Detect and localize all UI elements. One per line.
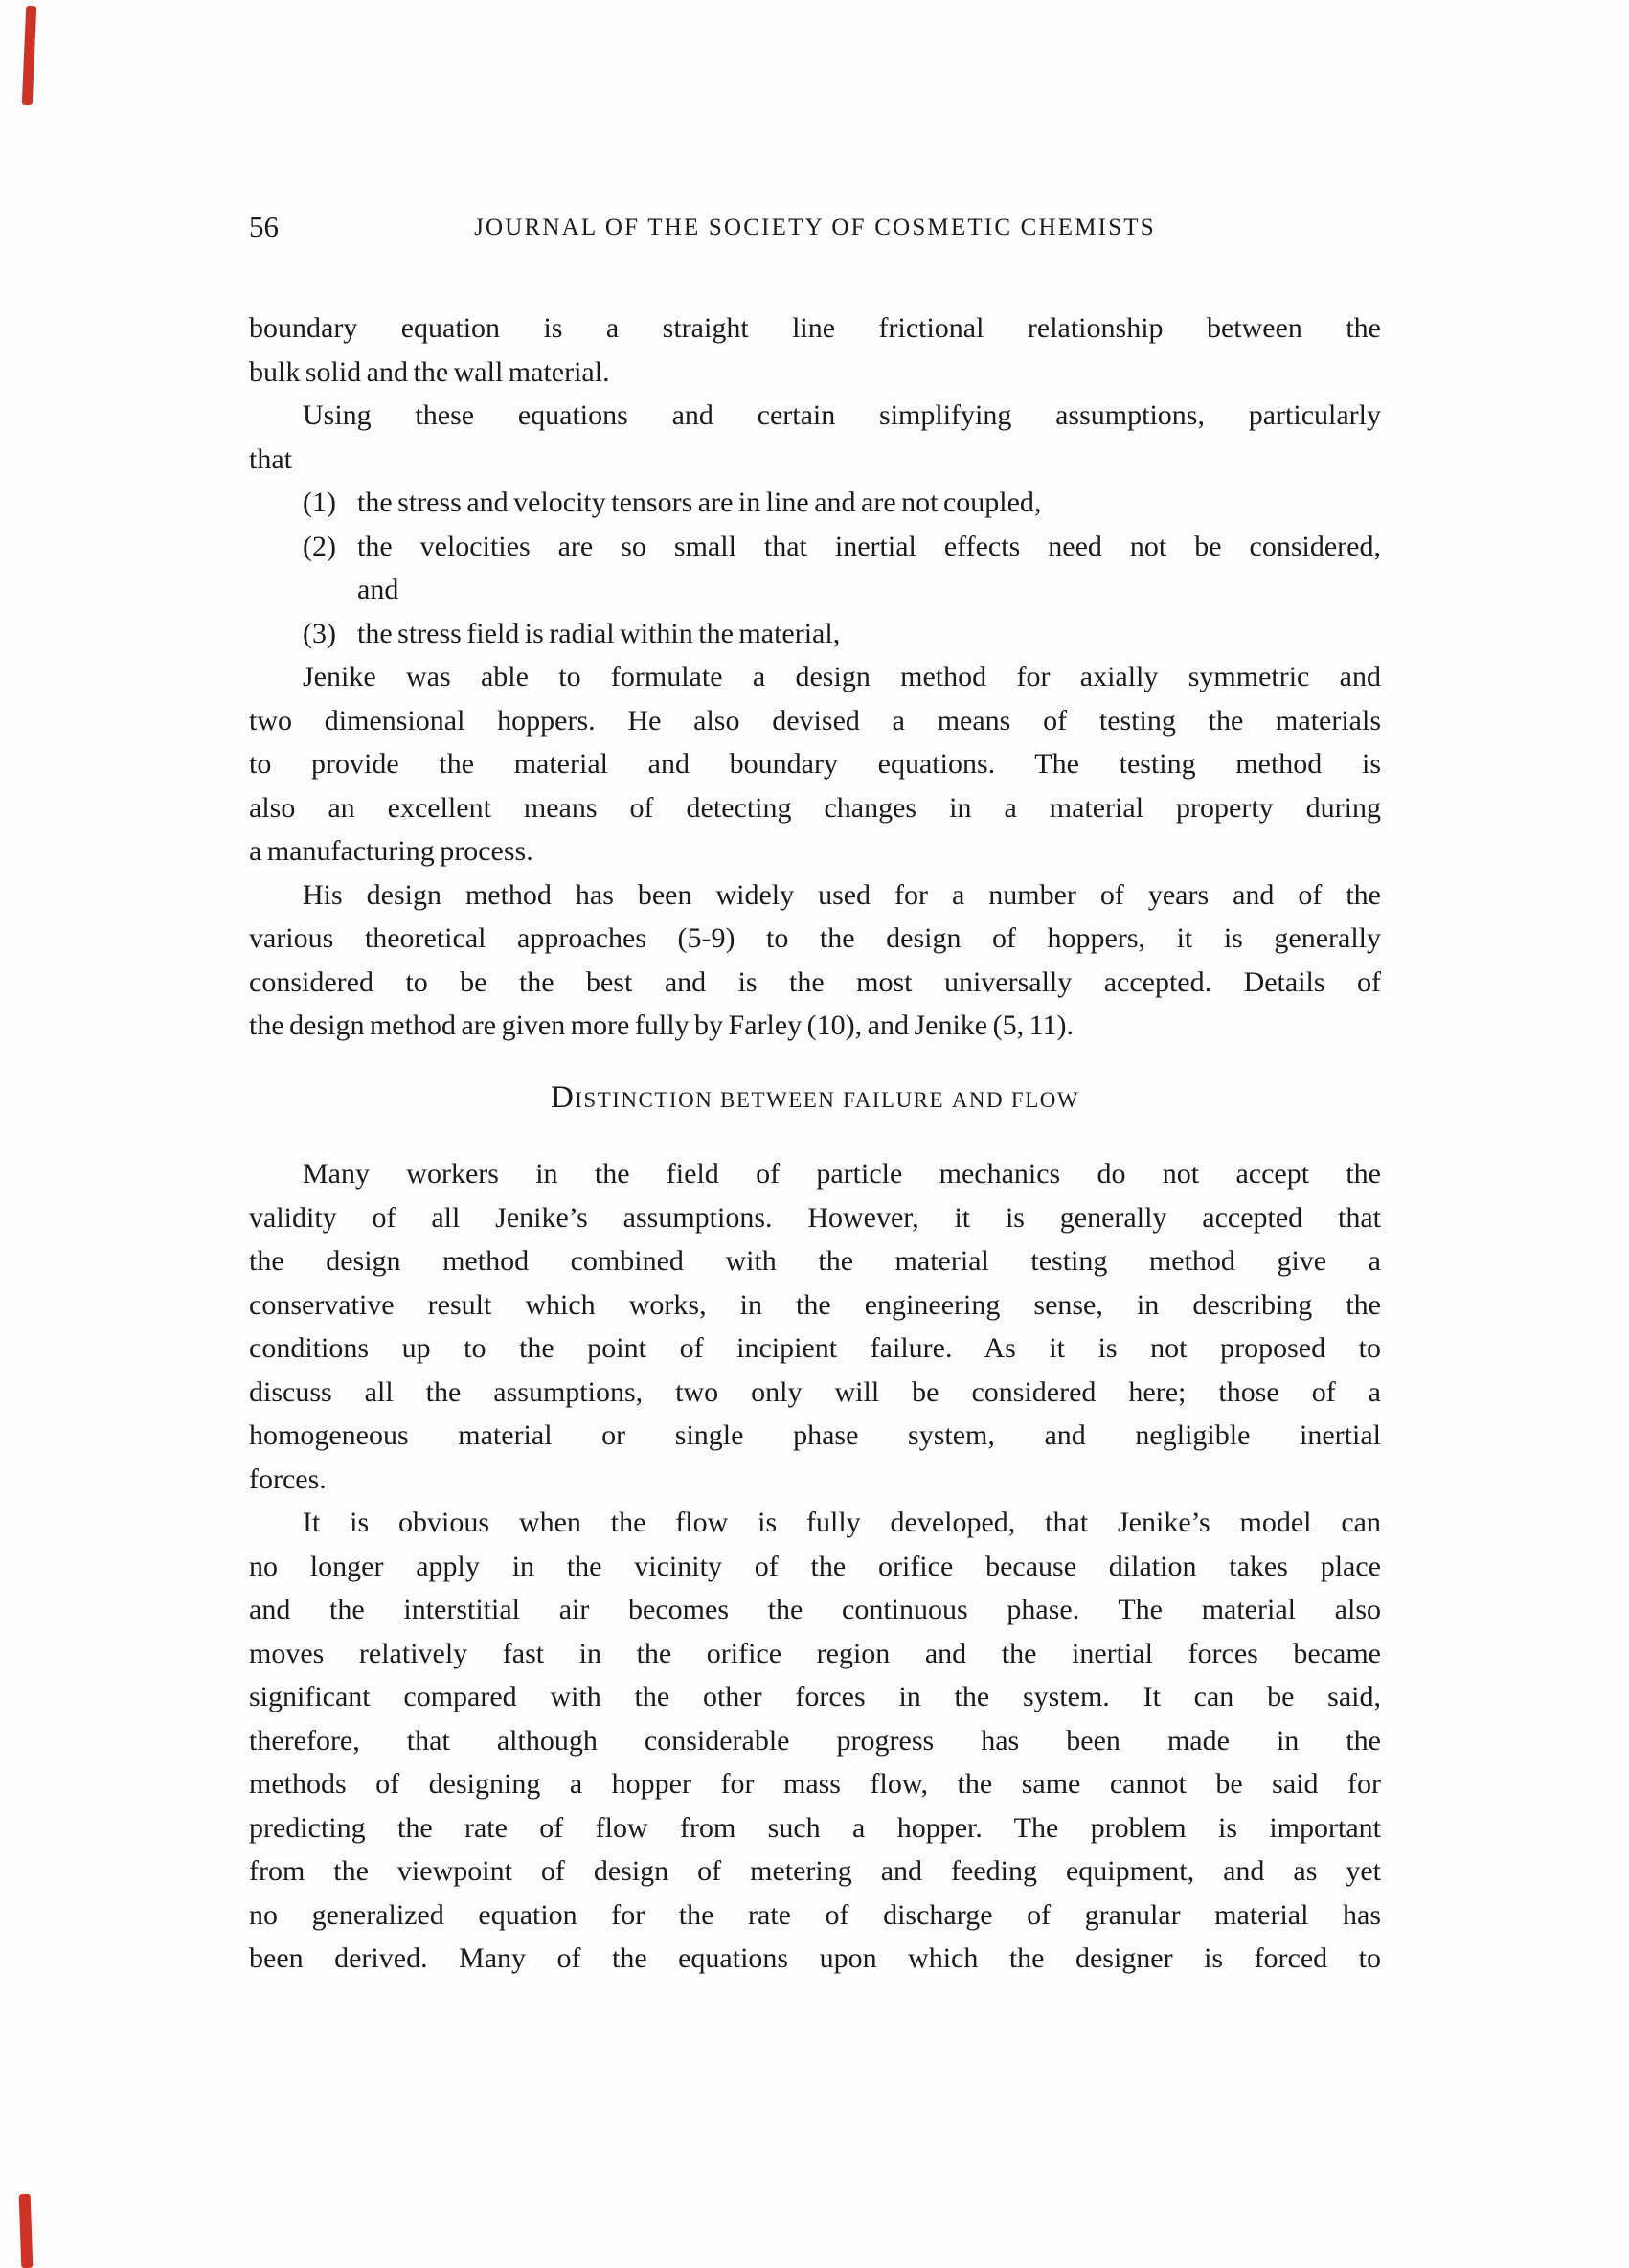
text-line: validity of all Jenike’s assumptions. However, it is generally accepted that [249,1201,1381,1234]
paragraph [249,1501,1381,1981]
text-line: predicting the rate of flow from such a hopper. The problem is important [249,1811,1381,1844]
section-heading: Distinction between failure and flow [550,1079,1080,1115]
red-scan-mark-top [22,6,37,105]
list-item [249,525,1381,612]
journal-title: JOURNAL OF THE SOCIETY OF COSMETIC CHEMISTS [474,215,1156,240]
text-line: various theoretical approaches (5-9) to the design of hoppers, it is generally [249,922,1381,954]
text-line [249,612,1381,656]
paragraph [249,655,1381,873]
text-line: homogeneous material or single phase system, and negligible inertial [249,1419,1381,1451]
text-line: two dimensional hoppers. He also devised a means of testing the materials [249,704,1381,737]
text-line: significant compared with the other forces in the system. It can be said, [249,1681,1381,1712]
text-line: It is obvious when the flow is fully developed, that Jenike’s model can [303,1507,1381,1538]
list-text: the stress and velocity tensors are in line and are not coupled, [357,487,1042,518]
text-line: methods of designing a hopper for mass flow, the same cannot be said for [249,1768,1381,1800]
list-text: the stress field is radial within the material, [357,617,841,649]
text-line: conditions up to the point of incipient failure. As it is not proposed to [249,1332,1381,1364]
text-line: forces. [249,1463,327,1495]
page-number: 56 [249,210,279,243]
text-line: bulk solid and the wall material. [249,355,610,388]
text-line: and the interstitial air becomes the continuous phase. The material also [249,1594,1381,1625]
text-line [249,525,1381,569]
text-line: boundary equation is a straight line frictional relationship between the [249,312,1381,344]
list-number: (2) [303,530,336,562]
text-line: moves relatively fast in the orifice region and the inertial forces became [249,1637,1381,1669]
text-line: to provide the material and boundary equations. The testing method is [249,748,1381,780]
text-line: no generalized equation for the rate of discharge of granular material has [249,1898,1381,1931]
text-line: Jenike was able to formulate a design method for axially symmetric and [303,661,1381,692]
text-line: the design method are given more fully by Farley (10), and Jenike (5, 11). [249,1009,1074,1041]
page-header [249,211,1381,249]
text-line: also an excellent means of detecting changes in a material property during [249,791,1381,824]
paragraph [249,1152,1381,1501]
text-line: Using these equations and certain simplifying assumptions, particularly [303,399,1381,431]
paragraph [249,394,1381,481]
text-line: that [249,442,292,475]
text-line: considered to be the best and is the most universally accepted. Details of [249,965,1381,998]
text-line: and [357,574,399,605]
text-line: the design method combined with the material testing method give a [249,1245,1381,1277]
text-body [249,306,1381,1981]
text-line: been derived. Many of the equations upon which the designer is forced to [249,1942,1381,1974]
paragraph [249,873,1381,1048]
list-item [249,481,1381,525]
text-line: from the viewpoint of design of metering and feeding equipment, and as yet [249,1855,1381,1887]
text-line: conservative result which works, in the engineering sense, in describing the [249,1288,1381,1321]
text-line: discuss all the assumptions, two only will be considered here; those of a [249,1375,1381,1408]
list-text: the velocities are so small that inertial effects need not be considered, [357,530,1381,562]
paragraph [249,306,1381,394]
red-scan-mark-bottom [19,2194,34,2268]
list-number: (3) [303,617,336,649]
text-line [249,481,1381,525]
list-item [249,612,1381,656]
text-line: His design method has been widely used for a number of years and of the [303,878,1381,911]
text-line: a manufacturing process. [249,835,533,867]
text-line: Many workers in the field of particle mechanics do not accept the [303,1158,1381,1190]
text-line: no longer apply in the vicinity of the orifice because dilation takes place [249,1550,1381,1582]
text-line: therefore, that although considerable progress has been made in the [249,1724,1381,1757]
list-number: (1) [303,487,336,518]
